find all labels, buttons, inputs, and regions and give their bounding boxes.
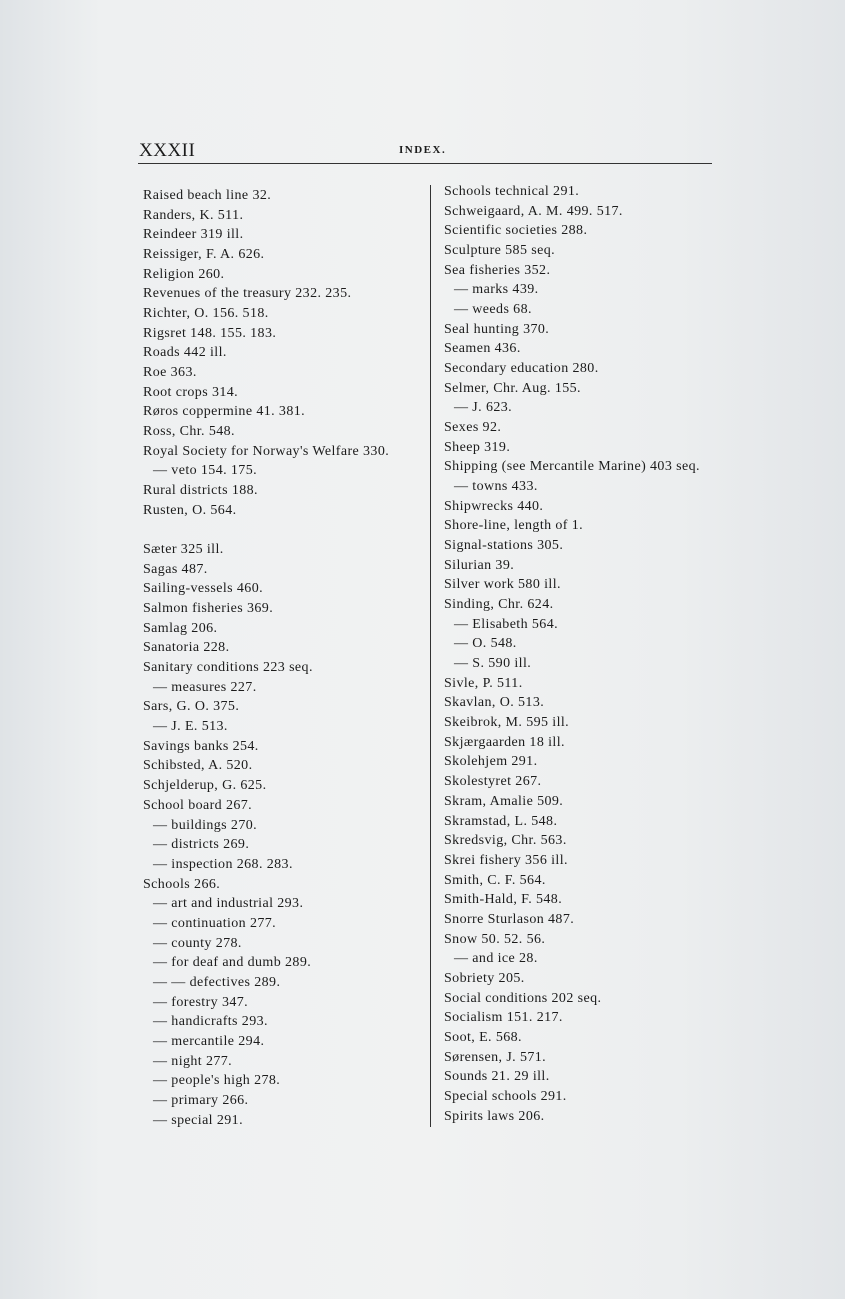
index-entry: Skjærgaarden 18 ill. bbox=[444, 734, 565, 750]
index-subentry: — towns 433. bbox=[454, 479, 538, 495]
index-entry: Royal Society for Norway's Welfare 330. bbox=[143, 443, 390, 459]
index-subentry: — buildings 270. bbox=[153, 817, 258, 833]
index-entry: Scientific societies 288. bbox=[444, 223, 588, 239]
index-entry: Sheep 319. bbox=[444, 439, 511, 455]
index-entry: Randers, K. 511. bbox=[143, 207, 244, 223]
index-entry: Schools 266. bbox=[143, 876, 221, 892]
index-entry: Social conditions 202 seq. bbox=[444, 990, 602, 1006]
index-entry: Ross, Chr. 548. bbox=[143, 424, 235, 440]
index-entry: Roads 442 ill. bbox=[143, 345, 227, 361]
index-entry: Snorre Sturlason 487. bbox=[444, 911, 575, 927]
index-entry: Seal hunting 370. bbox=[444, 321, 550, 337]
index-entry: Silurian 39. bbox=[444, 557, 515, 573]
index-entry: Spirits laws 206. bbox=[444, 1108, 545, 1124]
index-entry: Selmer, Chr. Aug. 155. bbox=[444, 380, 581, 396]
index-subentry: — for deaf and dumb 289. bbox=[153, 955, 312, 971]
index-subentry: — people's high 278. bbox=[153, 1073, 281, 1089]
index-entry: Schweigaard, A. M. 499. 517. bbox=[444, 203, 623, 219]
index-entry: Sculpture 585 seq. bbox=[444, 243, 556, 259]
index-entry: Sailing-vessels 460. bbox=[143, 581, 263, 597]
index-subentry: — night 277. bbox=[153, 1053, 233, 1069]
index-entry: Schjelderup, G. 625. bbox=[143, 778, 267, 794]
index-entry: Revenues of the treasury 232. 235. bbox=[143, 286, 352, 302]
index-subentry: — marks 439. bbox=[454, 282, 539, 298]
index-entry: Raised beach line 32. bbox=[143, 188, 272, 203]
index-subentry: — J. 623. bbox=[454, 400, 513, 416]
index-entry: Socialism 151. 217. bbox=[444, 1010, 563, 1026]
index-entry: Rigsret 148. 155. 183. bbox=[143, 325, 277, 341]
index-entry: Røros coppermine 41. 381. bbox=[143, 404, 306, 420]
index-subentry: — art and industrial 293. bbox=[153, 896, 304, 912]
index-subentry: — veto 154. 175. bbox=[153, 463, 258, 479]
index-entry: School board 267. bbox=[143, 797, 253, 813]
index-subentry: — districts 269. bbox=[153, 837, 250, 853]
index-entry: Smith-Hald, F. 548. bbox=[444, 892, 563, 908]
index-subentry: — special 291. bbox=[153, 1112, 243, 1128]
index-entry: Soot, E. 568. bbox=[444, 1029, 522, 1045]
index-entry: Reissiger, F. A. 626. bbox=[143, 247, 265, 263]
index-subentry: — S. 590 ill. bbox=[454, 656, 532, 672]
index-entry: Religion 260. bbox=[143, 266, 225, 282]
index-entry: Sobriety 205. bbox=[444, 970, 525, 986]
index-entry: Special schools 291. bbox=[444, 1088, 567, 1104]
column-divider bbox=[430, 185, 431, 1127]
index-entry: Sinding, Chr. 624. bbox=[444, 597, 554, 613]
index-subentry: — primary 266. bbox=[153, 1092, 249, 1108]
index-subentry: — mercantile 294. bbox=[153, 1033, 265, 1049]
index-entry: Skeibrok, M. 595 ill. bbox=[444, 715, 570, 731]
index-entry: Skrei fishery 356 ill. bbox=[444, 852, 568, 868]
page-number: XXXII bbox=[139, 140, 196, 161]
index-entry: Snow 50. 52. 56. bbox=[444, 931, 546, 947]
index-subentry: — — defectives 289. bbox=[153, 974, 281, 990]
index-entry: Reindeer 319 ill. bbox=[143, 227, 244, 243]
index-entry: Sanitary conditions 223 seq. bbox=[143, 660, 313, 676]
index-entry: Secondary education 280. bbox=[444, 361, 599, 377]
index-entry: Richter, O. 156. 518. bbox=[143, 306, 269, 322]
index-entry: Savings banks 254. bbox=[143, 738, 259, 754]
index-entry: Shipwrecks 440. bbox=[444, 498, 544, 514]
index-entry: Sars, G. O. 375. bbox=[143, 699, 240, 715]
index-entry: Sagas 487. bbox=[143, 561, 208, 577]
index-column-right bbox=[444, 182, 700, 1126]
index-entry: Sørensen, J. 571. bbox=[444, 1049, 547, 1065]
index-entry: Rusten, O. 564. bbox=[143, 502, 237, 518]
index-entry: Sexes 92. bbox=[444, 420, 502, 436]
index-entry: Sea fisheries 352. bbox=[444, 262, 551, 278]
index-entry: Rural districts 188. bbox=[143, 483, 258, 499]
index-entry: Sounds 21. 29 ill. bbox=[444, 1069, 550, 1085]
index-subentry: — weeds 68. bbox=[454, 302, 532, 318]
running-head: INDEX. bbox=[399, 144, 447, 156]
index-subentry: — J. E. 513. bbox=[153, 719, 228, 735]
index-entry: Smith, C. F. 564. bbox=[444, 872, 546, 888]
index-entry: Skavlan, O. 513. bbox=[444, 695, 545, 711]
index-entry: Salmon fisheries 369. bbox=[143, 601, 274, 617]
header-rule bbox=[138, 163, 712, 164]
index-entry: Schibsted, A. 520. bbox=[143, 758, 253, 774]
index-entry: Root crops 314. bbox=[143, 384, 239, 400]
index-entry: Silver work 580 ill. bbox=[444, 577, 561, 593]
index-entry: Seamen 436. bbox=[444, 341, 521, 357]
index-subentry: — and ice 28. bbox=[454, 951, 538, 967]
index-subentry: — handicrafts 293. bbox=[153, 1014, 268, 1030]
index-subentry: — inspection 268. 283. bbox=[153, 856, 293, 872]
index-subentry: — forestry 347. bbox=[153, 994, 249, 1010]
index-entry: Skredsvig, Chr. 563. bbox=[444, 833, 567, 849]
index-column-left bbox=[143, 186, 389, 1130]
index-entry: Skolestyret 267. bbox=[444, 774, 542, 790]
index-entry: Samlag 206. bbox=[143, 620, 218, 636]
index-entry bbox=[143, 520, 389, 540]
index-entry: Sæter 325 ill. bbox=[143, 542, 224, 558]
index-entry: Shipping (see Mercantile Marine) 403 seq. bbox=[444, 459, 700, 475]
index-entry: Sanatoria 228. bbox=[143, 640, 230, 656]
index-subentry: — continuation 277. bbox=[153, 915, 277, 931]
index-subentry: — O. 548. bbox=[454, 636, 517, 652]
index-subentry: — Elisabeth 564. bbox=[454, 616, 558, 632]
index-entry: Shore-line, length of 1. bbox=[444, 518, 584, 534]
index-entry: Skram, Amalie 509. bbox=[444, 793, 564, 809]
index-entry: Schools technical 291. bbox=[444, 184, 580, 199]
index-entry: Skolehjem 291. bbox=[444, 754, 538, 770]
index-entry: Roe 363. bbox=[143, 365, 197, 381]
index-entry: Signal-stations 305. bbox=[444, 538, 564, 554]
index-subentry: — measures 227. bbox=[153, 679, 257, 695]
index-subentry: — county 278. bbox=[153, 935, 242, 951]
index-entry: Skramstad, L. 548. bbox=[444, 813, 558, 829]
index-entry: Sivle, P. 511. bbox=[444, 675, 523, 691]
